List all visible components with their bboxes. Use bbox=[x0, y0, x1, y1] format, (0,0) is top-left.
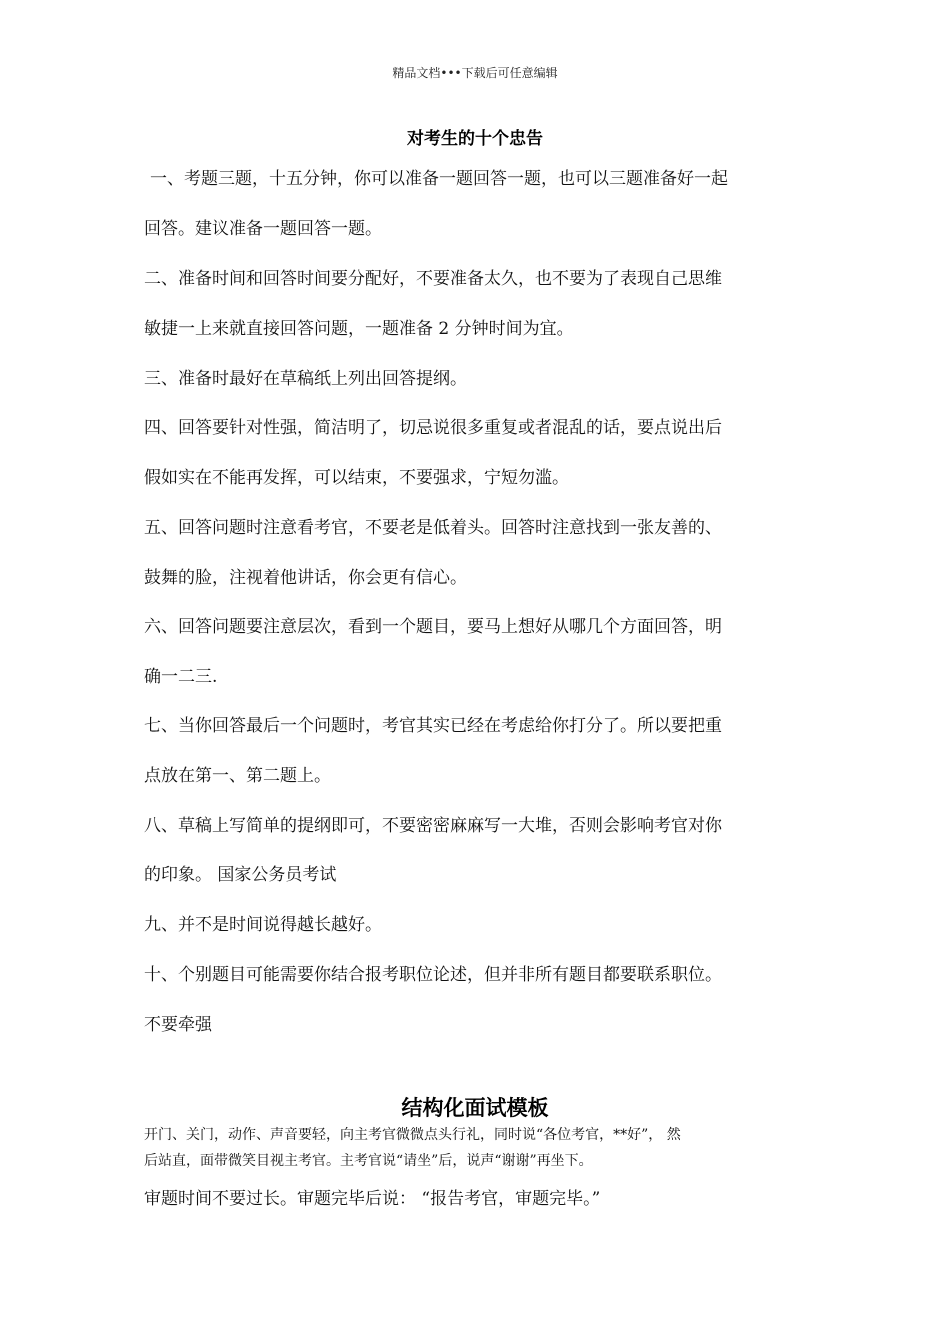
advice-line: 六、回答问题要注意层次，看到一个题目，要马上想好从哪几个方面回答，明 bbox=[144, 617, 722, 637]
advice-line: 一、考题三题，十五分钟，你可以准备一题回答一题，也可以三题准备好一起 bbox=[150, 169, 728, 189]
advice-line: 回答。建议准备一题回答一题。 bbox=[144, 219, 382, 239]
header-note: 精品文档•••下载后可任意编辑 bbox=[392, 66, 558, 80]
advice-line: 点放在第一、第二题上。 bbox=[144, 766, 331, 786]
advice-line: 敏捷一上来就直接回答问题，一题准备 2 分钟时间为宜。 bbox=[144, 319, 574, 339]
advice-line: 九、并不是时间说得越长越好。 bbox=[144, 915, 382, 935]
template-line: 开门、关门，动作、声音要轻，向主考官微微点头行礼，同时说“各位考官，**好”， 然 bbox=[144, 1127, 681, 1143]
advice-line: 四、回答要针对性强，简洁明了，切忌说很多重复或者混乱的话，要点说出后 bbox=[144, 418, 722, 438]
advice-line: 五、回答问题时注意看考官，不要老是低着头。回答时注意找到一张友善的、 bbox=[144, 518, 722, 538]
advice-line: 确一二三. bbox=[144, 667, 218, 687]
advice-line: 八、草稿上写简单的提纲即可，不要密密麻麻写一大堆，否则会影响考官对你 bbox=[144, 816, 722, 836]
template-line: 后站直，面带微笑目视主考官。主考官说“请坐”后，说声“谢谢”再坐下。 bbox=[144, 1153, 593, 1169]
advice-line: 鼓舞的脸，注视着他讲话，你会更有信心。 bbox=[144, 568, 467, 588]
advice-line: 三、准备时最好在草稿纸上列出回答提纲。 bbox=[144, 369, 467, 389]
section-title-template: 结构化面试模板 bbox=[401, 1095, 549, 1120]
advice-line: 假如实在不能再发挥，可以结束，不要强求，宁短勿滥。 bbox=[144, 468, 569, 488]
template-closing: 审题时间不要过长。审题完毕后说： “报告考官，审题完毕。” bbox=[144, 1189, 601, 1209]
advice-line: 十、个别题目可能需要你结合报考职位论述，但并非所有题目都要联系职位。 bbox=[144, 965, 722, 985]
advice-line: 不要牵强 bbox=[144, 1015, 212, 1035]
section-title-advice: 对考生的十个忠告 bbox=[407, 129, 543, 149]
advice-line: 二、准备时间和回答时间要分配好，不要准备太久，也不要为了表现自己思维 bbox=[144, 269, 722, 289]
advice-line: 七、当你回答最后一个问题时，考官其实已经在考虑给你打分了。所以要把重 bbox=[144, 716, 722, 736]
advice-line: 的印象。 国家公务员考试 bbox=[144, 865, 337, 885]
